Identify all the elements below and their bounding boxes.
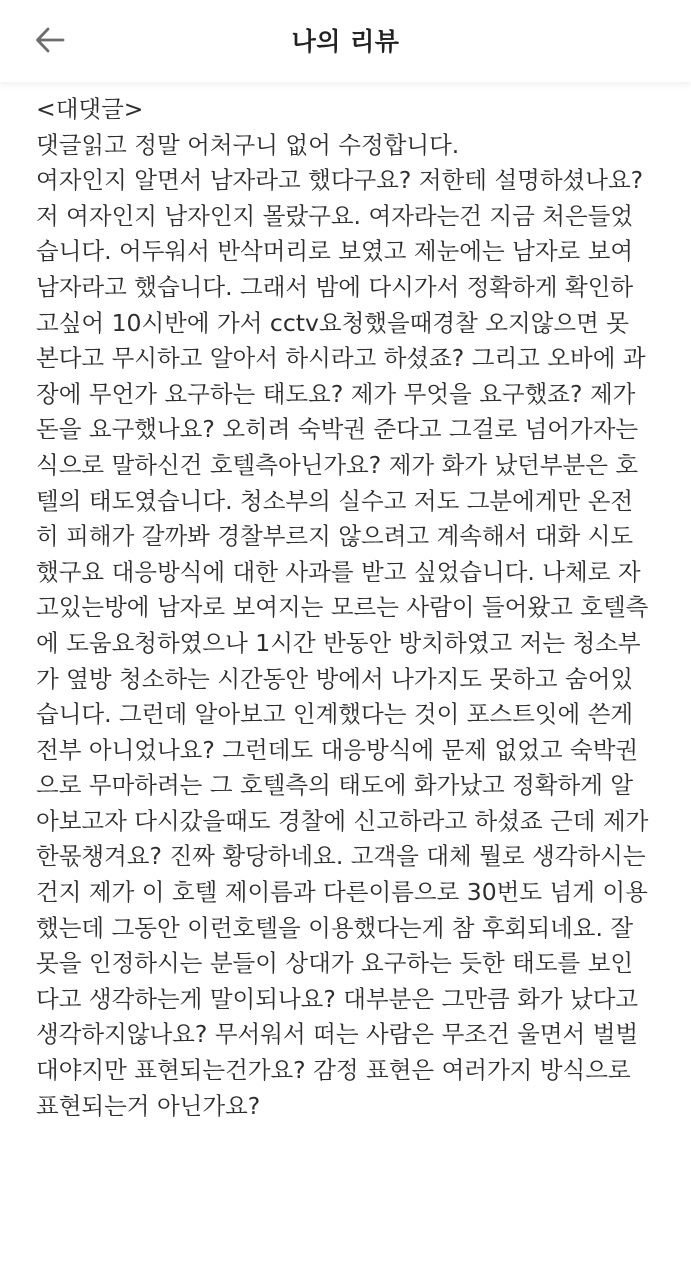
review-line: 했구요 대응방식에 대한 사과를 받고 싶었습니다. 나체로 자 — [36, 557, 641, 586]
review-line: 표현되는거 아닌가요? — [36, 1091, 261, 1120]
review-line: 전부 아니었나요? 그런데도 대응방식에 문제 없었고 숙박권 — [36, 735, 639, 764]
review-line: 고있는방에 남자로 보여지는 모르는 사람이 들어왔고 호텔측 — [36, 593, 649, 622]
review-line: 고싶어 10시반에 가서 cctv요청했을때경찰 오지않으면 못 — [36, 308, 629, 337]
review-line: 텔의 태도였습니다. 청소부의 실수고 저도 그분에게만 온전 — [36, 486, 634, 515]
review-line: 건지 제가 이 호텔 제이름과 다른이름으로 30번도 넘게 이용 — [36, 878, 648, 907]
review-line: 돈을 요구했나요? 오히려 숙박권 준다고 그걸로 넘어가자는 — [36, 415, 639, 444]
top-app-bar — [0, 0, 691, 82]
review-line: 가 옆방 청소하는 시간동안 방에서 나가지도 못하고 숨어있 — [36, 664, 634, 693]
review-line: 한몫챙겨요? 진짜 황당하네요. 고객을 대체 뭘로 생각하시는 — [36, 842, 646, 871]
review-line: 생각하지않나요? 무서워서 떠는 사람은 무조건 울면서 벌벌 — [36, 1020, 639, 1049]
review-line: 댓글읽고 정말 어처구니 없어 수정합니다. — [36, 130, 460, 159]
review-line: 습니다. 어두워서 반삭머리로 보였고 제눈에는 남자로 보여 — [36, 237, 634, 266]
review-line: 저 여자인지 남자인지 몰랐구요. 여자라는건 지금 처은들었 — [36, 201, 634, 230]
review-line: 여자인지 알면서 남자라고 했다구요? 저한테 설명하셨나요? — [36, 166, 644, 195]
page-title: 나의 리뷰 — [291, 27, 400, 56]
review-line: 본다고 무시하고 알아서 하시라고 하셨죠? 그리고 오바에 과 — [36, 344, 646, 373]
review-line: 못을 인정하시는 분들이 상대가 요구하는 듯한 태도를 보인 — [36, 949, 634, 978]
review-line: 습니다. 그런데 알아보고 인계했다는 것이 포스트잇에 쓴게 — [36, 700, 634, 729]
review-line: 식으로 말하신건 호텔측아닌가요? 제가 화가 났던부분은 호 — [36, 450, 639, 479]
review-line: 히 피해가 갈까봐 경찰부르지 않으려고 계속해서 대화 시도 — [36, 522, 634, 551]
review-body — [36, 92, 666, 1124]
review-line: 에 도움요청하였으나 1시간 반동안 방치하였고 저는 청소부 — [36, 628, 641, 657]
review-line: 으로 무마하려는 그 호텔측의 태도에 화가났고 정확하게 알 — [36, 771, 634, 800]
review-line: 아보고자 다시갔을때도 경찰에 신고하라고 하셨죠 근데 제가 — [36, 806, 649, 835]
review-line: 다고 생각하는게 말이되나요? 대부분은 그만큼 화가 났다고 — [36, 984, 639, 1013]
review-line: 했는데 그동안 이런호텔을 이용했다는게 참 후회되네요. 잘 — [36, 913, 634, 942]
review-line: <대댓글> — [36, 95, 144, 123]
review-line: 남자라고 했습니다. 그래서 밤에 다시가서 정확하게 확인하 — [36, 272, 634, 301]
review-line: 장에 무언가 요구하는 태도요? 제가 무엇을 요구했죠? 제가 — [36, 379, 636, 408]
review-line: 대야지만 표현되는건가요? 감정 표현은 여러가지 방식으로 — [36, 1056, 631, 1085]
